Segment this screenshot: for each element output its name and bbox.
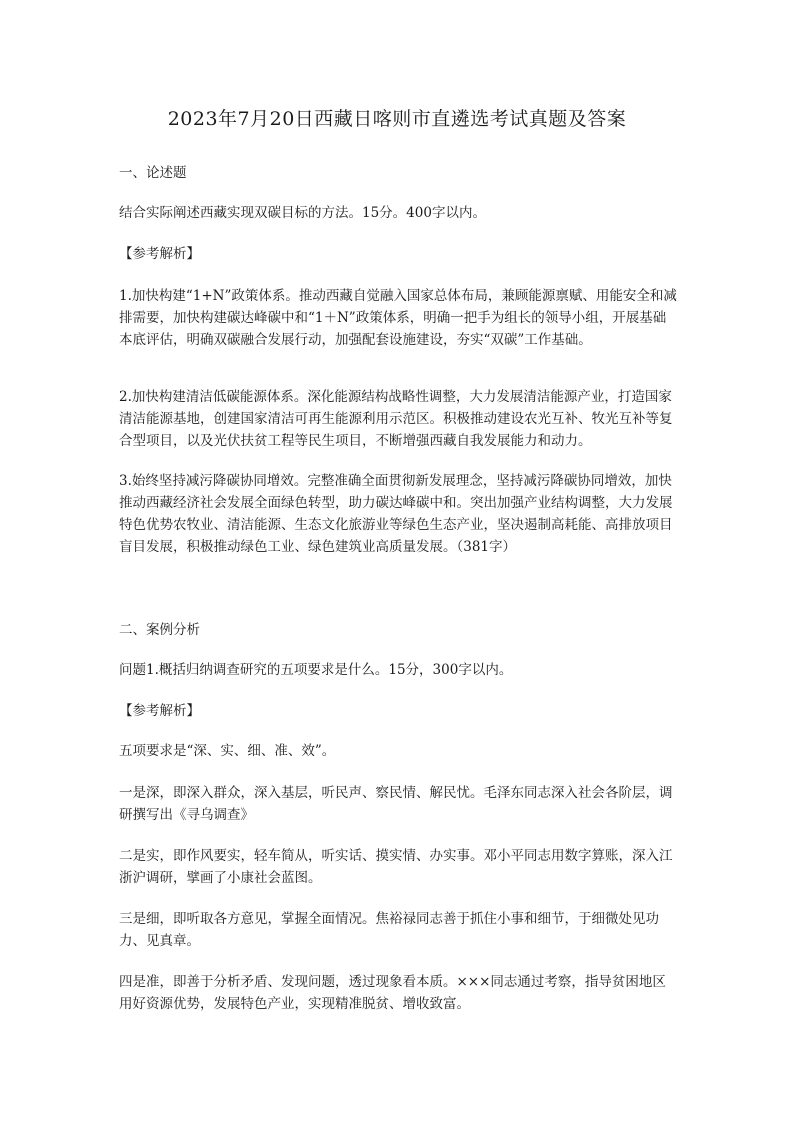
document-title: 2023年7月20日西藏日喀则市直遴选考试真题及答案: [167, 108, 627, 130]
section2-heading: 二、案例分析: [119, 622, 200, 638]
section1-ref-label: 【参考解析】: [119, 246, 200, 262]
section1-answer-3: 3.始终坚持减污降碳协同增效。完整准确全面贯彻新发展理念，坚持减污降碳协同增效，加快推动西藏经济社会发展全面绿色转型，助力碳达峰碳中和。突出加强产业结构调整，大力发展特色优势农牧业、清洁能源、生态文化旅游业等绿色生态产业，坚决遏制高耗能、高排放项目盲目发展，积极推动绿色工业、绿色建筑业高质量发展。（381字）: [119, 473, 673, 555]
section2-ref-label: 【参考解析】: [119, 703, 200, 719]
section1-heading: 一、论述题: [119, 165, 187, 181]
section2-answer-4: 四是准，即善于分析矛盾、发现问题，透过现象看本质。×××同志通过考察，指导贫困地区用好资源优势，发展特色产业，实现精准脱贫、增收致富。: [119, 974, 666, 1012]
section1-question: 结合实际阐述西藏实现双碳目标的方法。15分。400字以内。: [119, 205, 486, 221]
section2-question: 问题1.概括归纳调查研究的五项要求是什么。15分，300字以内。: [119, 662, 513, 678]
section2-summary: 五项要求是“深、实、细、准、效”。: [119, 743, 336, 759]
section2-answer-2: 二是实，即作风要实，轻车简从，听实话、摸实情、办实事。邓小平同志用数字算账，深入江浙沪调研，擘画了小康社会蓝图。: [119, 848, 673, 886]
section2-answer-3: 三是细，即听取各方意见，掌握全面情况。焦裕禄同志善于抓住小事和细节，于细微处见功力、见真章。: [119, 911, 659, 949]
section2-answer-1: 一是深，即深入群众，深入基层，听民声、察民情、解民忧。毛泽东同志深入社会各阶层，调研撰写出《寻乌调查》: [119, 785, 673, 823]
section1-answer-2: 2.加快构建清洁低碳能源体系。深化能源结构战略性调整，大力发展清洁能源产业，打造国家清洁能源基地，创建国家清洁可再生能源利用示范区。积极推动建设农光互补、牧光互补等复合型项目，以及光伏扶贫工程等民生项目，不断增强西藏自我发展能力和动力。: [119, 389, 673, 449]
section1-answer-1: 1.加快构建“1+N”政策体系。推动西藏自觉融入国家总体布局，兼顾能源禀赋、用能安全和减排需要，加快构建碳达峰碳中和“1＋N”政策体系，明确一把手为组长的领导小组，开展基础本底评估，明确双碳融合发展行动，加强配套设施建设，夯实“双碳”工作基础。: [119, 288, 677, 348]
